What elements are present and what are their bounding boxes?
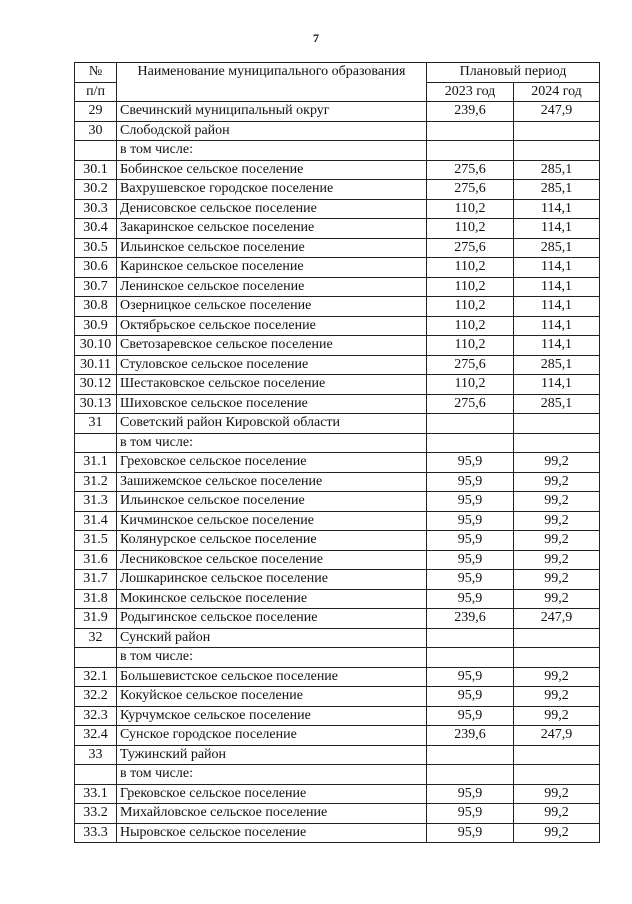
row-name: Свечинский муниципальный округ — [117, 102, 427, 122]
row-value-2023: 239,6 — [427, 609, 514, 629]
row-name: Сунский район — [117, 628, 427, 648]
row-value-2024: 285,1 — [514, 394, 600, 414]
row-value-2023: 95,9 — [427, 667, 514, 687]
table-row — [75, 433, 600, 453]
row-value-2023: 95,9 — [427, 706, 514, 726]
row-name: Зашижемское сельское поселение — [117, 472, 427, 492]
table-row — [75, 687, 600, 707]
row-name: Стуловское сельское поселение — [117, 355, 427, 375]
table-row — [75, 121, 600, 141]
row-name: Закаринское сельское поселение — [117, 219, 427, 239]
row-name: Мокинское сельское поселение — [117, 589, 427, 609]
row-number: 30.3 — [75, 199, 117, 219]
row-value-2023: 275,6 — [427, 180, 514, 200]
row-name: Тужинский район — [117, 745, 427, 765]
row-value-2023 — [427, 121, 514, 141]
row-name: Советский район Кировской области — [117, 414, 427, 434]
table-row — [75, 102, 600, 122]
row-value-2023: 110,2 — [427, 277, 514, 297]
row-value-2024: 99,2 — [514, 453, 600, 473]
header-year-2024: 2024 год — [514, 82, 600, 102]
row-name: в том числе: — [117, 141, 427, 161]
row-name: Родыгинское сельское поселение — [117, 609, 427, 629]
table-row — [75, 531, 600, 551]
row-name: Большевистское сельское поселение — [117, 667, 427, 687]
row-number: 31.3 — [75, 492, 117, 512]
row-value-2024 — [514, 648, 600, 668]
row-value-2023: 110,2 — [427, 219, 514, 239]
row-value-2023: 95,9 — [427, 804, 514, 824]
row-value-2023: 275,6 — [427, 160, 514, 180]
row-name: в том числе: — [117, 648, 427, 668]
row-value-2023 — [427, 414, 514, 434]
row-number: 30.13 — [75, 394, 117, 414]
row-value-2023 — [427, 648, 514, 668]
row-value-2023: 95,9 — [427, 589, 514, 609]
row-value-2023: 95,9 — [427, 570, 514, 590]
row-value-2024: 99,2 — [514, 823, 600, 843]
row-name: Каринское сельское поселение — [117, 258, 427, 278]
row-value-2024: 285,1 — [514, 355, 600, 375]
row-value-2023 — [427, 765, 514, 785]
row-number — [75, 433, 117, 453]
row-name: Ильинское сельское поселение — [117, 492, 427, 512]
table-row — [75, 394, 600, 414]
row-number: 33.2 — [75, 804, 117, 824]
row-name: Кичминское сельское поселение — [117, 511, 427, 531]
table-row — [75, 570, 600, 590]
table-row — [75, 316, 600, 336]
row-name: Лошкаринское сельское поселение — [117, 570, 427, 590]
row-value-2024 — [514, 765, 600, 785]
row-value-2023: 95,9 — [427, 823, 514, 843]
table-row — [75, 726, 600, 746]
row-value-2024: 114,1 — [514, 277, 600, 297]
table-row — [75, 511, 600, 531]
header-num-line1: № — [75, 63, 117, 83]
row-value-2024: 99,2 — [514, 589, 600, 609]
header-period: Плановый период — [427, 63, 600, 83]
row-name: Греховское сельское поселение — [117, 453, 427, 473]
row-value-2024: 99,2 — [514, 667, 600, 687]
row-number: 32.4 — [75, 726, 117, 746]
row-number — [75, 141, 117, 161]
table-row — [75, 804, 600, 824]
row-name: Курчумское сельское поселение — [117, 706, 427, 726]
table-row — [75, 745, 600, 765]
table-row — [75, 823, 600, 843]
row-number — [75, 648, 117, 668]
row-name: Ильинское сельское поселение — [117, 238, 427, 258]
row-value-2024: 114,1 — [514, 316, 600, 336]
row-value-2023: 275,6 — [427, 355, 514, 375]
row-value-2023 — [427, 745, 514, 765]
table-row — [75, 453, 600, 473]
table-row — [75, 375, 600, 395]
row-value-2023: 95,9 — [427, 511, 514, 531]
row-name: в том числе: — [117, 765, 427, 785]
table-body — [75, 102, 600, 843]
row-value-2024 — [514, 628, 600, 648]
row-number: 31.8 — [75, 589, 117, 609]
row-value-2023: 275,6 — [427, 394, 514, 414]
row-number: 33 — [75, 745, 117, 765]
row-value-2024: 99,2 — [514, 492, 600, 512]
row-number: 30.2 — [75, 180, 117, 200]
header-num-line2: п/п — [75, 82, 117, 102]
row-value-2023: 239,6 — [427, 102, 514, 122]
row-value-2024: 247,9 — [514, 609, 600, 629]
row-value-2024 — [514, 745, 600, 765]
row-value-2024: 285,1 — [514, 180, 600, 200]
row-number — [75, 765, 117, 785]
table-row — [75, 550, 600, 570]
row-value-2023: 95,9 — [427, 492, 514, 512]
row-name: Кокуйское сельское поселение — [117, 687, 427, 707]
row-number: 31.7 — [75, 570, 117, 590]
row-name: Вахрушевское городское поселение — [117, 180, 427, 200]
row-value-2024: 247,9 — [514, 102, 600, 122]
row-number: 30.6 — [75, 258, 117, 278]
row-number: 31.5 — [75, 531, 117, 551]
table-row — [75, 648, 600, 668]
row-name: Шиховское сельское поселение — [117, 394, 427, 414]
row-value-2024: 99,2 — [514, 550, 600, 570]
row-name: Ленинское сельское поселение — [117, 277, 427, 297]
row-name: Бобинское сельское поселение — [117, 160, 427, 180]
row-value-2023: 110,2 — [427, 316, 514, 336]
row-value-2024: 99,2 — [514, 570, 600, 590]
row-value-2023 — [427, 628, 514, 648]
row-value-2024: 114,1 — [514, 375, 600, 395]
row-value-2023: 110,2 — [427, 375, 514, 395]
row-number: 31 — [75, 414, 117, 434]
row-number: 30.4 — [75, 219, 117, 239]
row-value-2023: 95,9 — [427, 472, 514, 492]
table-row — [75, 219, 600, 239]
row-number: 30.5 — [75, 238, 117, 258]
row-value-2024: 99,2 — [514, 706, 600, 726]
row-name: Светозаревское сельское поселение — [117, 336, 427, 356]
table-row — [75, 160, 600, 180]
table-header — [75, 63, 600, 102]
row-name: Колянурское сельское поселение — [117, 531, 427, 551]
row-name: Сунское городское поселение — [117, 726, 427, 746]
row-value-2024 — [514, 121, 600, 141]
row-value-2023: 95,9 — [427, 453, 514, 473]
row-number: 33.1 — [75, 784, 117, 804]
row-value-2023: 110,2 — [427, 199, 514, 219]
row-value-2024: 285,1 — [514, 160, 600, 180]
page-number: 7 — [313, 31, 319, 45]
row-number: 31.1 — [75, 453, 117, 473]
row-name: Михайловское сельское поселение — [117, 804, 427, 824]
table-row — [75, 141, 600, 161]
row-value-2024: 114,1 — [514, 199, 600, 219]
row-number: 33.3 — [75, 823, 117, 843]
table-row — [75, 258, 600, 278]
table-row — [75, 765, 600, 785]
row-value-2024: 114,1 — [514, 219, 600, 239]
table-row — [75, 628, 600, 648]
table-row — [75, 784, 600, 804]
table-row — [75, 414, 600, 434]
row-number: 29 — [75, 102, 117, 122]
row-value-2024: 99,2 — [514, 784, 600, 804]
row-value-2024 — [514, 414, 600, 434]
row-name: Озерницкое сельское поселение — [117, 297, 427, 317]
row-number: 30.1 — [75, 160, 117, 180]
row-value-2023: 95,9 — [427, 784, 514, 804]
row-number: 30.11 — [75, 355, 117, 375]
row-value-2023 — [427, 141, 514, 161]
row-value-2024: 114,1 — [514, 258, 600, 278]
row-number: 30.7 — [75, 277, 117, 297]
row-name: Лесниковское сельское поселение — [117, 550, 427, 570]
row-value-2024 — [514, 141, 600, 161]
row-name: Ныровское сельское поселение — [117, 823, 427, 843]
row-value-2023: 95,9 — [427, 531, 514, 551]
row-name: Слободской район — [117, 121, 427, 141]
municipal-table — [74, 62, 600, 843]
row-number: 30.8 — [75, 297, 117, 317]
table-row — [75, 667, 600, 687]
row-number: 30 — [75, 121, 117, 141]
row-value-2023: 110,2 — [427, 297, 514, 317]
table-row — [75, 277, 600, 297]
table-row — [75, 355, 600, 375]
table-row — [75, 589, 600, 609]
row-number: 30.12 — [75, 375, 117, 395]
row-value-2024: 99,2 — [514, 804, 600, 824]
table-row — [75, 609, 600, 629]
row-number: 30.10 — [75, 336, 117, 356]
row-number: 32 — [75, 628, 117, 648]
row-number: 31.9 — [75, 609, 117, 629]
row-value-2023 — [427, 433, 514, 453]
row-value-2024: 114,1 — [514, 336, 600, 356]
header-year-2023: 2023 год — [427, 82, 514, 102]
row-value-2024: 99,2 — [514, 511, 600, 531]
row-number: 31.2 — [75, 472, 117, 492]
table-row — [75, 492, 600, 512]
table-row — [75, 199, 600, 219]
row-number: 32.1 — [75, 667, 117, 687]
row-number: 31.6 — [75, 550, 117, 570]
row-name: в том числе: — [117, 433, 427, 453]
row-value-2024: 99,2 — [514, 531, 600, 551]
row-value-2024 — [514, 433, 600, 453]
row-value-2023: 239,6 — [427, 726, 514, 746]
row-name: Денисовское сельское поселение — [117, 199, 427, 219]
row-value-2024: 114,1 — [514, 297, 600, 317]
row-number: 31.4 — [75, 511, 117, 531]
row-value-2023: 95,9 — [427, 687, 514, 707]
row-name: Грековское сельское поселение — [117, 784, 427, 804]
table-row — [75, 238, 600, 258]
table-row — [75, 297, 600, 317]
row-value-2024: 247,9 — [514, 726, 600, 746]
row-value-2024: 285,1 — [514, 238, 600, 258]
row-number: 30.9 — [75, 316, 117, 336]
table-row — [75, 336, 600, 356]
row-value-2023: 110,2 — [427, 336, 514, 356]
row-value-2023: 110,2 — [427, 258, 514, 278]
row-name: Октябрьское сельское поселение — [117, 316, 427, 336]
row-value-2024: 99,2 — [514, 687, 600, 707]
table-row — [75, 180, 600, 200]
row-name: Шестаковское сельское поселение — [117, 375, 427, 395]
row-number: 32.3 — [75, 706, 117, 726]
table-row — [75, 706, 600, 726]
row-value-2024: 99,2 — [514, 472, 600, 492]
row-value-2023: 95,9 — [427, 550, 514, 570]
row-number: 32.2 — [75, 687, 117, 707]
header-name: Наименование муниципального образования — [117, 63, 427, 102]
row-value-2023: 275,6 — [427, 238, 514, 258]
table-row — [75, 472, 600, 492]
